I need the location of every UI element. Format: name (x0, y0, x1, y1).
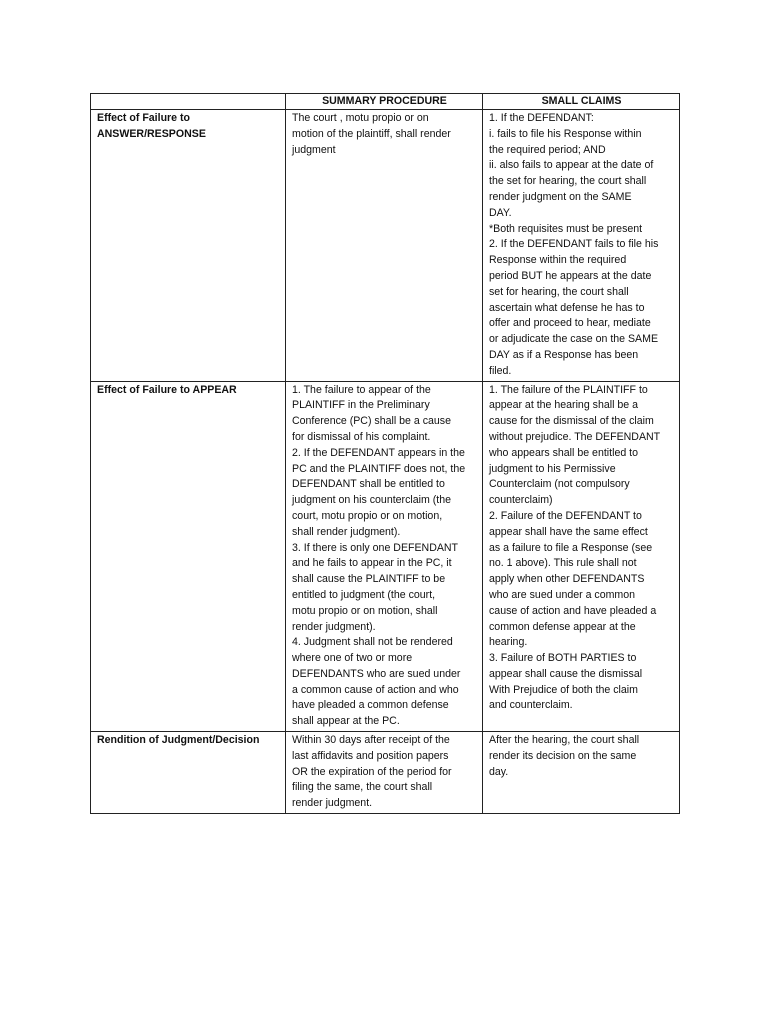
text-line: a common cause of action and who (292, 683, 459, 696)
text-line: DEFENDANTS who are sued under (292, 667, 461, 680)
text-line: hearing. (489, 636, 528, 649)
text-line: appear shall cause the dismissal (489, 667, 643, 680)
header-row (91, 94, 680, 110)
text-line: the set for hearing, the court shall (489, 175, 647, 188)
text-line: PLAINTIFF in the Preliminary (292, 399, 430, 412)
text-line: DAY as if a Response has been (489, 348, 639, 361)
text-line: 2. If the DEFENDANT appears in the (292, 446, 465, 459)
summary-cell (286, 732, 483, 814)
text-line: shall appear at the PC. (292, 715, 400, 728)
text-line: set for hearing, the court shall (489, 285, 629, 298)
summary-cell (286, 381, 483, 732)
row-label-line: Rendition of Judgment/Decision (97, 734, 260, 747)
text-line: PC and the PLAINTIFF does not, the (292, 462, 466, 475)
text-line: render judgment). (292, 620, 376, 633)
text-line: With Prejudice of both the claim (489, 683, 638, 696)
text-line: without prejudice. The DEFENDANT (489, 430, 661, 443)
text-line: who are sued under a common (489, 588, 636, 601)
table-row-rendition-of-judgment (91, 732, 680, 814)
text-line: judgment (292, 143, 336, 156)
small-claims-cell (483, 110, 680, 382)
text-line: Conference (PC) shall be a cause (292, 415, 451, 428)
text-line: 2. If the DEFENDANT fails to file his (489, 238, 659, 251)
text-line: common defense appear at the (489, 620, 636, 633)
row-label-line: ANSWER/RESPONSE (97, 127, 206, 140)
row-label-line: Effect of Failure to APPEAR (97, 383, 237, 396)
text-line: The court , motu propio or on (292, 112, 429, 124)
text-line: motion of the plaintiff, shall render (292, 127, 451, 140)
text-line: 3. Failure of BOTH PARTIES to (489, 652, 637, 665)
text-line: 1. The failure to appear of the (292, 383, 431, 396)
text-line: Within 30 days after receipt of the (292, 734, 450, 747)
row-label (91, 110, 286, 382)
text-line: ii. also fails to appear at the date of (489, 159, 654, 172)
row-label (91, 381, 286, 732)
row-label-line: Effect of Failure to (97, 112, 190, 124)
text-line: for dismissal of his complaint. (292, 430, 431, 443)
header-small-claims: SMALL CLAIMS (483, 94, 680, 110)
text-line: entitled to judgment (the court, (292, 588, 436, 601)
text-line: last affidavits and position papers (292, 749, 449, 762)
text-line: 2. Failure of the DEFENDANT to (489, 509, 642, 522)
text-line: OR the expiration of the period for (292, 765, 452, 778)
text-line: cause of action and have pleaded a (489, 604, 657, 617)
text-line: period BUT he appears at the date (489, 269, 652, 282)
small-claims-cell (483, 381, 680, 732)
text-line: and counterclaim. (489, 699, 573, 712)
text-line: the required period; AND (489, 143, 606, 156)
text-line: render judgment. (292, 797, 373, 810)
row-label (91, 732, 286, 814)
table-row-failure-to-answer (91, 110, 680, 382)
text-line: court, motu propio or on motion, (292, 509, 443, 522)
text-line: 1. The failure of the PLAINTIFF to (489, 383, 648, 396)
text-line: filing the same, the court shall (292, 781, 433, 794)
text-line: 4. Judgment shall not be rendered (292, 636, 453, 649)
header-summary-procedure: SUMMARY PROCEDURE (286, 94, 483, 110)
text-line: appear at the hearing shall be a (489, 399, 639, 412)
text-line: as a failure to file a Response (see (489, 541, 653, 554)
text-line: no. 1 above). This rule shall not (489, 557, 637, 570)
text-line: *Both requisites must be present (489, 222, 643, 235)
text-line: offer and proceed to hear, mediate (489, 317, 651, 330)
table-row-failure-to-appear (91, 381, 680, 732)
text-line: and he fails to appear in the PC, it (292, 557, 452, 570)
text-line: Response within the required (489, 254, 627, 267)
text-line: 1. If the DEFENDANT: (489, 112, 594, 124)
text-line: motu propio or on motion, shall (292, 604, 438, 617)
summary-cell (286, 110, 483, 382)
text-line: After the hearing, the court shall (489, 734, 640, 747)
text-line: where one of two or more (292, 652, 413, 665)
text-line: or adjudicate the case on the SAME (489, 333, 659, 346)
text-line: counterclaim) (489, 494, 553, 507)
text-line: render its decision on the same (489, 749, 637, 762)
text-line: apply when other DEFENDANTS (489, 573, 645, 586)
text-line: DEFENDANT shall be entitled to (292, 478, 445, 491)
text-line: 3. If there is only one DEFENDANT (292, 541, 459, 554)
text-line: render judgment on the SAME (489, 190, 632, 203)
text-line: i. fails to file his Response within (489, 127, 642, 140)
text-line: appear shall have the same effect (489, 525, 648, 538)
text-line: shall cause the PLAINTIFF to be (292, 573, 446, 586)
text-line: shall render judgment). (292, 525, 401, 538)
text-line: ascertain what defense he has to (489, 301, 645, 314)
text-line: cause for the dismissal of the claim (489, 415, 654, 428)
text-line: have pleaded a common defense (292, 699, 449, 712)
comparison-table (90, 93, 680, 814)
text-line: Counterclaim (not compulsory (489, 478, 630, 491)
text-line: day. (489, 765, 509, 778)
small-claims-cell (483, 732, 680, 814)
text-line: judgment on his counterclaim (the (292, 494, 451, 507)
text-line: DAY. (489, 206, 512, 219)
text-line: who appears shall be entitled to (489, 446, 639, 459)
text-line: filed. (489, 364, 512, 377)
text-line: judgment to his Permissive (489, 462, 616, 475)
header-blank (91, 94, 286, 110)
